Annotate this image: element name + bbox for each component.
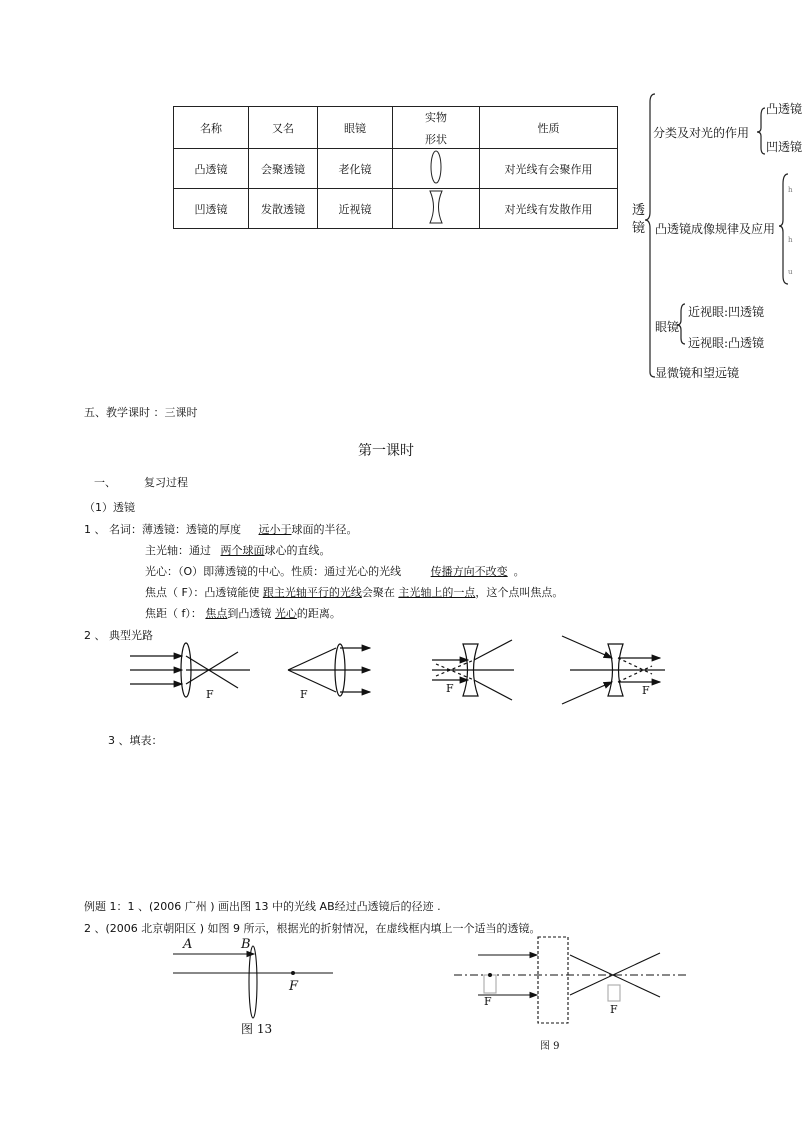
focus-mid: 会聚在 [361,586,395,599]
concave-lens-icon [393,189,480,229]
blank-far-less: 远小于 [258,523,292,536]
item1-focus [145,584,563,600]
center-label: 光心：（O）即薄透镜的中心。性质：通过光心的光线 [145,565,402,578]
header-shape [393,107,480,149]
point-b-label: B [241,937,251,952]
item1-center [145,563,525,579]
blank-direction: 传播方向不改变 [430,565,508,578]
item1-head: 1 、 名词：薄透镜：透镜的厚度 [84,523,241,536]
row2-glasses: 近视镜 [318,189,393,229]
example-1: 例题 1：1 、(2006 广州 ) 画出图 13 中的光线 AB经过凸透镜后的径迹 . [84,900,441,913]
mindmap-hyperopia: 远视眼:凸透镜 [688,336,765,350]
item3-fill-table: 3 、填表： [108,734,163,747]
row1-property: 对光线有会聚作用 [480,149,618,189]
row1-alias: 会聚透镜 [249,149,318,189]
mindmap-branch-instruments: 显微镜和望远镜 [655,366,740,380]
focus-f-right: F [610,1003,618,1016]
blank-focus: 焦点 [205,607,228,620]
header-shape-line1: 实物 [425,110,447,124]
row2-property: 对光线有发散作用 [480,189,618,229]
row1-glasses: 老化镜 [318,149,393,189]
mindmap-myopia: 近视眼:凹透镜 [688,305,765,319]
item1-terms [84,521,358,537]
item1-axis [145,542,331,558]
header-alias: 又名 [249,107,318,149]
example-2: 2 、(2006 北京朝阳区 ) 如图 9 所示，根据光的折射情况，在虚线框内填上一个适当的透镜。 [84,922,541,935]
focal-length-label: 焦距（ f）： [145,607,202,620]
header-shape-line2: 形状 [425,132,447,146]
dashed-box [538,937,568,1023]
table-row [174,189,618,229]
focus-box-right [608,985,620,1001]
section-five: 五、教学课时 ：三课时 [84,406,198,419]
item1-tail: 球面的半径。 [291,523,358,536]
mindmap-branch-imaging: 凸透镜成像规律及应用 [655,222,776,236]
mindmap-branch-glasses: 眼镜 [655,320,680,334]
axis-label: 主光轴：通过 [145,544,211,557]
focus-f-label: F [289,979,299,994]
row1-name: 凸透镜 [174,149,249,189]
figure-9-caption: 图 9 [540,1041,560,1052]
focus-label-2: F [300,688,308,701]
mindmap-convex: 凸透镜 [766,102,802,116]
svg-text:h: h [788,186,793,194]
header-property: 性质 [480,107,618,149]
focus-label: 焦点（ F）：凸透镜能使 [145,586,260,599]
lens-table [173,106,618,229]
table-row [174,149,618,189]
figure-9 [450,935,690,1055]
center-tail: 。 [513,565,525,578]
mindmap-concave: 凹透镜 [766,140,802,154]
blank-optical-center: 光心 [274,607,297,620]
axis-tail: 球心的直线。 [264,544,331,557]
subsection-lens: （1）透镜 [84,501,135,514]
row2-name: 凹透镜 [174,189,249,229]
convex-lens-icon [393,149,480,189]
lens-mindmap [628,92,802,382]
header-name: 名称 [174,107,249,149]
focus-label-1: F [206,688,214,701]
mindmap-branch-classify: 分类及对光的作用 [653,126,750,140]
svg-text:u: u [788,268,793,276]
item2-typical-paths: 2 、 典型光路 [84,629,153,642]
part-number: 一、 [94,476,116,489]
focal-length-tail: 的距离。 [296,607,341,620]
figure-13 [165,930,345,1040]
figure-13-caption: 图 13 [241,1022,273,1036]
typical-ray-diagrams [120,630,680,720]
focus-box-left [484,975,496,993]
item1-focal-length [145,605,341,621]
blank-point-on-axis: 主光轴上的一点 [398,586,476,599]
blank-two-spheres: 两个球面 [220,544,265,557]
part-title: 复习过程 [144,476,188,489]
focus-point [291,971,295,975]
point-a-label: A [183,937,193,952]
focus-label-4: F [642,684,650,697]
lesson-title: 第一课时 [358,443,414,459]
focus-tail: ，这个点叫焦点。 [475,586,564,599]
focus-f-left: F [484,995,492,1008]
row2-alias: 发散透镜 [249,189,318,229]
header-glasses: 眼镜 [318,107,393,149]
svg-text:h: h [788,236,793,244]
focus-label-3: F [446,682,454,695]
focal-length-mid: 到凸透镜 [227,607,272,620]
mindmap-root: 透镜 [632,203,646,236]
blank-parallel-rays: 跟主光轴平行的光线 [262,586,362,599]
convex-lens [249,946,257,1018]
